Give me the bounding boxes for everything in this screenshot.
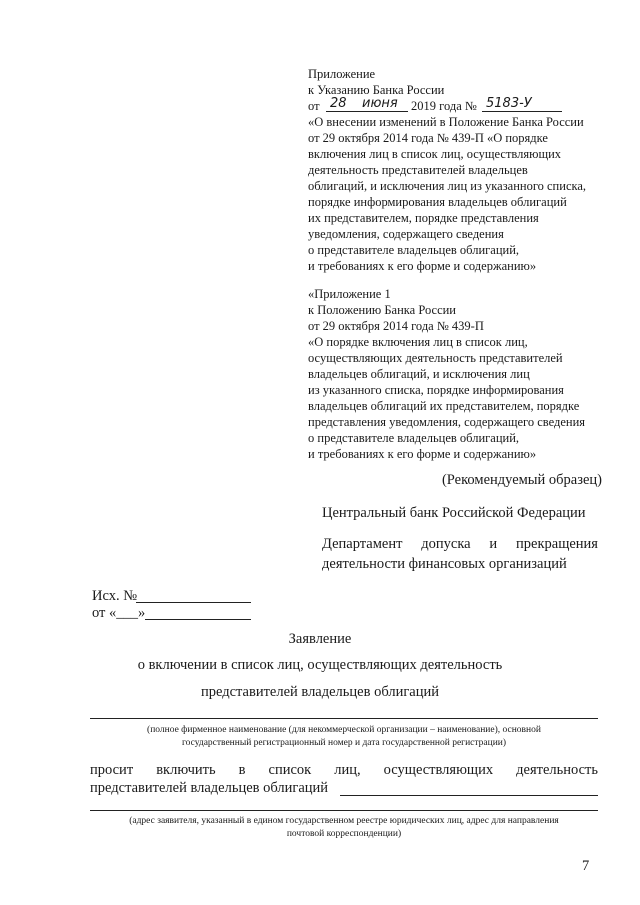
header-date-month: июня (362, 96, 398, 111)
appendix-line: представления уведомления, содержащего сведения (308, 415, 586, 429)
dept-word: прекращения (516, 536, 598, 552)
request-word: деятельность (516, 762, 598, 778)
header-title-line: облигаций, и исключения лиц из указанного списка, (308, 179, 587, 193)
header-title-line: «О внесении изменений в Положение Банка России (308, 115, 584, 129)
request-fill-line[interactable] (340, 795, 598, 796)
addressee-dept-line-1 (322, 535, 598, 553)
header-title-line: порядке информирования владельцев облигаций (308, 195, 567, 209)
appendix-line: «Приложение 1 (308, 287, 391, 301)
caption-1-line-2: государственный регистрационный номер и дата государственной регистрации) (181, 738, 507, 748)
request-line-2: представителей владельцев облигаций (90, 780, 329, 796)
statement-subtitle-2: представителей владельцев облигаций (200, 684, 440, 700)
dept-word: допуска (421, 536, 471, 552)
appendix-line: от 29 октября 2014 года № 439-П (308, 319, 484, 333)
appendix-line: «О порядке включения лиц в список лиц, (308, 335, 528, 349)
header-line-1: Приложение (308, 67, 376, 81)
request-word: осуществляющих (383, 762, 494, 778)
header-title-line: о представителе владельцев облигаций, (308, 243, 520, 257)
dept-word: Департамент (322, 536, 403, 552)
header-title-line: и требованиях к его форме и содержанию» (308, 259, 537, 273)
dept-word: и (489, 536, 498, 552)
header-line-2: к Указанию Банка России (308, 83, 445, 97)
header-title-line: от 29 октября 2014 года № 439-П «О порядке (308, 131, 548, 145)
request-line-1 (90, 761, 598, 779)
applicant-name-field[interactable] (90, 718, 598, 719)
caption-2-line-1: (адрес заявителя, указанный в едином государственном реестре юридических лиц, адрес для направления (129, 816, 559, 826)
page-number: 7 (582, 858, 590, 874)
header-date-year: 2019 года № (411, 99, 477, 113)
appendix-line: осуществляющих деятельность представителей (308, 351, 563, 365)
request-word: в (238, 762, 246, 778)
request-word: включить (156, 762, 216, 778)
appendix-line: из указанного списка, порядке информирования (308, 383, 564, 397)
caption-2-line-2: почтовой корреспонденции) (286, 829, 402, 839)
statement-subtitle-1: о включении в список лиц, осуществляющих деятельность (137, 657, 503, 673)
outgoing-number-label: Исх. № (92, 588, 138, 604)
appendix-line: и требованиях к его форме и содержанию» (308, 447, 537, 461)
statement-title: Заявление (288, 631, 352, 647)
header-title-line: включения лиц в список лиц, осуществляющих (308, 147, 562, 161)
sample-label: (Рекомендуемый образец) (441, 472, 602, 488)
header-title-line: их представителем, порядке представления (308, 211, 539, 225)
header-doc-number: 5183-У (486, 96, 532, 111)
appendix-line: к Положению Банка России (308, 303, 456, 317)
request-word: просит (90, 762, 134, 778)
header-title-line: уведомления, содержащего сведения (308, 227, 504, 241)
appendix-line: владельцев облигаций их представителем, порядке (308, 399, 580, 413)
addressee-dept-line-2: деятельности финансовых организаций (322, 556, 567, 572)
request-word: лиц, (334, 762, 361, 778)
appendix-line: владельцев облигаций, и исключения лиц (308, 367, 530, 381)
address-field[interactable] (90, 810, 598, 811)
outgoing-date-field[interactable] (145, 619, 251, 620)
request-word: список (268, 762, 312, 778)
addressee-bank: Центральный банк Российской Федерации (322, 505, 586, 521)
caption-1-line-1: (полное фирменное наименование (для некоммерческой организации – наименование), основной (147, 725, 541, 735)
appendix-line: о представителе владельцев облигаций, (308, 431, 520, 445)
header-title-line: деятельность представителей владельцев (308, 163, 528, 177)
outgoing-date-label: от «___» (92, 605, 146, 621)
header-date-day: 28 (330, 96, 347, 111)
outgoing-number-field[interactable] (136, 602, 251, 603)
header-date-prefix: от (308, 99, 320, 113)
